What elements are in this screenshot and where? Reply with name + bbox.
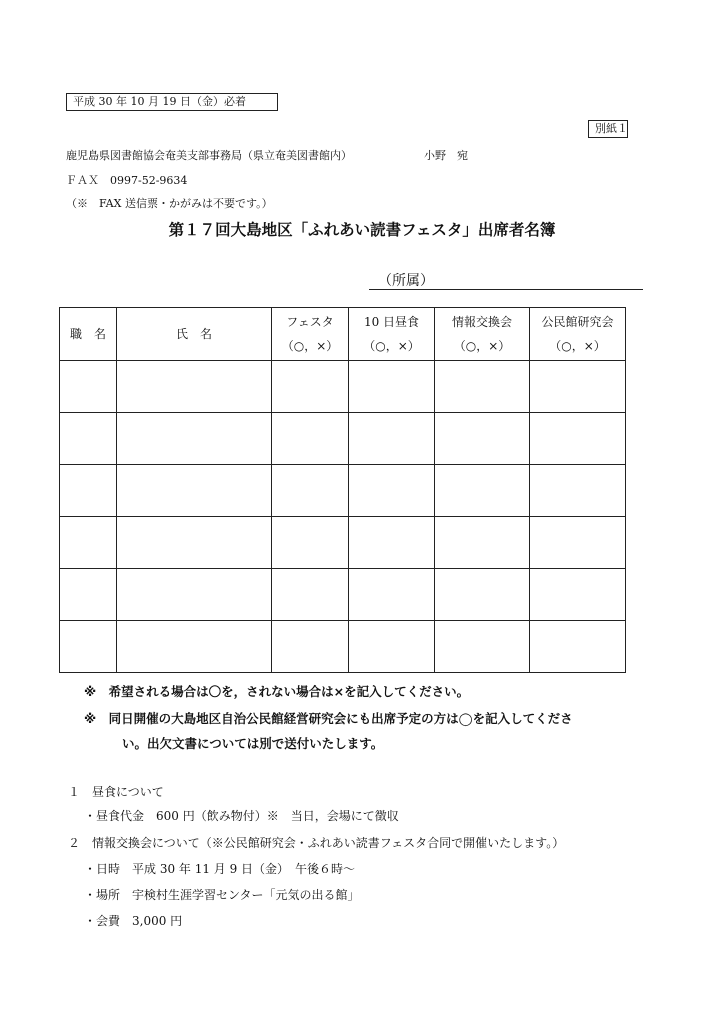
section-2-item-fee: ・会費 3,000 円 <box>84 914 183 928</box>
attachment-label: 別紙１ <box>588 120 628 138</box>
affiliation-underline <box>369 289 643 290</box>
cell-position[interactable] <box>60 569 117 621</box>
cell-research[interactable] <box>530 569 626 621</box>
table-header-row <box>60 308 626 361</box>
cell-exchange[interactable] <box>435 361 530 413</box>
header-exchange: 情報交換会 （○，×） <box>435 308 530 361</box>
table-row <box>60 517 626 569</box>
cell-research[interactable] <box>530 361 626 413</box>
header-festa: フェスタ （○，×） <box>272 308 349 361</box>
cell-festa[interactable] <box>272 413 349 465</box>
cell-lunch[interactable] <box>349 465 435 517</box>
cell-exchange[interactable] <box>435 621 530 673</box>
recipient: 鹿児島県図書館協会奄美支部事務局（県立奄美図書館内） <box>66 149 352 162</box>
cell-festa[interactable] <box>272 517 349 569</box>
cell-name[interactable] <box>117 465 272 517</box>
cell-lunch[interactable] <box>349 569 435 621</box>
cell-exchange[interactable] <box>435 413 530 465</box>
section-2-item-datetime: ・日時 平成 30 年 11 月 9 日（金） 午後６時～ <box>84 862 356 876</box>
cell-festa[interactable] <box>272 465 349 517</box>
deadline-box: 平成 30 年 10 月 19 日（金）必着 <box>66 93 278 111</box>
cell-festa[interactable] <box>272 569 349 621</box>
cell-name[interactable] <box>117 569 272 621</box>
header-research: 公民館研究会 （○，×） <box>530 308 626 361</box>
note-2-line-1: ※ 同日開催の大島地区自治公民館経営研究会にも出席予定の方は◯を記入してくださ <box>84 711 573 726</box>
cell-name[interactable] <box>117 517 272 569</box>
cell-festa[interactable] <box>272 361 349 413</box>
section-1-item: ・昼食代金 600 円（飲み物付）※ 当日，会場にて徴収 <box>84 809 399 823</box>
header-name: 氏 名 <box>117 308 272 361</box>
table-row <box>60 413 626 465</box>
fax-number: ＦＡＸ 0997-52-9634 <box>66 174 188 187</box>
cell-research[interactable] <box>530 621 626 673</box>
table-row <box>60 621 626 673</box>
cell-position[interactable] <box>60 465 117 517</box>
cell-lunch[interactable] <box>349 413 435 465</box>
section-1-heading: １ 昼食について <box>68 785 164 799</box>
cell-lunch[interactable] <box>349 517 435 569</box>
cell-position[interactable] <box>60 517 117 569</box>
recipient-person: 小野 宛 <box>424 149 468 162</box>
cell-lunch[interactable] <box>349 361 435 413</box>
cell-research[interactable] <box>530 465 626 517</box>
cell-name[interactable] <box>117 413 272 465</box>
table-row <box>60 569 626 621</box>
cell-position[interactable] <box>60 413 117 465</box>
table-row <box>60 361 626 413</box>
cell-research[interactable] <box>530 413 626 465</box>
cell-exchange[interactable] <box>435 465 530 517</box>
cell-name[interactable] <box>117 621 272 673</box>
fax-note: （※ FAX 送信票・かがみは不要です。） <box>66 197 273 210</box>
cell-lunch[interactable] <box>349 621 435 673</box>
page-title: 第１７回大島地区「ふれあい読書フェスタ」出席者名簿 <box>168 220 556 239</box>
cell-position[interactable] <box>60 621 117 673</box>
cell-exchange[interactable] <box>435 517 530 569</box>
section-2-item-venue: ・場所 宇検村生涯学習センター「元気の出る館」 <box>84 888 360 902</box>
affiliation-label: （所属） <box>378 273 434 289</box>
cell-research[interactable] <box>530 517 626 569</box>
table-row <box>60 465 626 517</box>
note-1: ※ 希望される場合は〇を，されない場合は×を記入してください。 <box>84 684 470 699</box>
cell-position[interactable] <box>60 361 117 413</box>
section-2-heading: ２ 情報交換会について（※公民館研究会・ふれあい読書フェスタ合同で開催いたします。） <box>68 836 565 850</box>
cell-name[interactable] <box>117 361 272 413</box>
header-lunch: 10 日昼食 （○，×） <box>349 308 435 361</box>
note-2-line-2: い。出欠文書については別で送付いたします。 <box>122 736 384 751</box>
header-position: 職 名 <box>60 308 117 361</box>
attendee-table <box>59 307 626 673</box>
cell-exchange[interactable] <box>435 569 530 621</box>
cell-festa[interactable] <box>272 621 349 673</box>
